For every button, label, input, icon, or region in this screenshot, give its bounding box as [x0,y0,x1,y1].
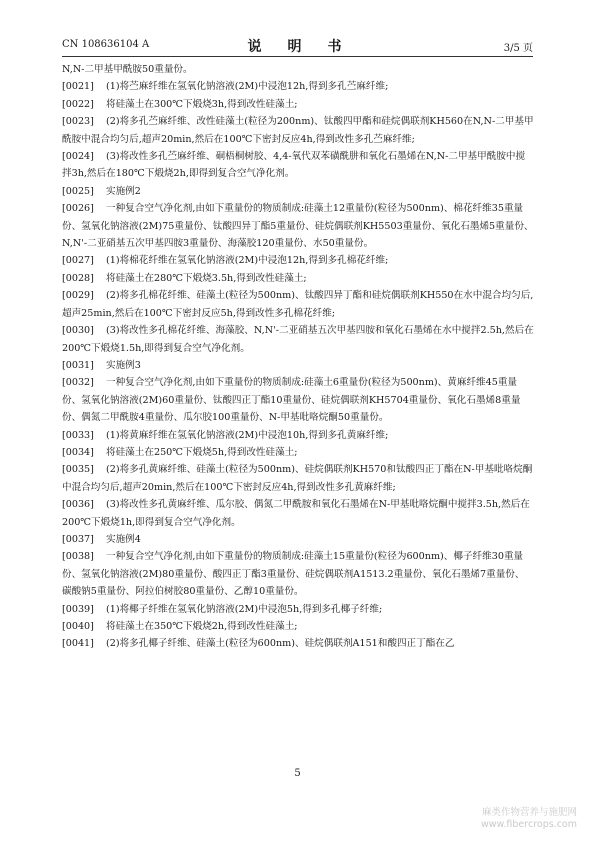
paragraph [62,113,534,148]
paragraph-text: (1)将黄麻纤维在氢氧化钠溶液(2M)中浸泡10h,得到多孔黄麻纤维; [106,429,389,441]
paragraph-number: [0038] [62,551,94,563]
paragraph-text: 实施例4 [106,533,141,545]
paragraph-text: (3)将改性多孔苎麻纤维、硐梧桐树胶、4,4-氧代双苯磺酰肼和氧化石墨烯在N,N-二甲基甲酰胺中搅拌3h,然后在180℃下煅烧2h,即得到复合空气净化剂。 [62,151,526,180]
paragraph-number: [0034] [62,446,94,458]
page-indicator: 3/5 页 [503,43,533,54]
document-body [62,61,534,653]
paragraph-number: [0037] [62,533,94,545]
paragraph-number: [0033] [62,429,94,441]
paragraph [62,270,534,287]
paragraph-text: (2)将多孔棉花纤维、硅藻土(粒径为500nm)、钛酸四异丁酯和硅烷偶联剂KH550在水中混合均匀后,超声25min,然后在100℃下密封反应5h,得到改性多孔棉花纤维; [62,290,534,319]
paragraph-number: [0039] [62,603,94,615]
paragraph [62,444,534,461]
paragraph-text: 将硅藻土在280℃下煅烧3.5h,得到改性硅藻土; [106,272,307,284]
paragraph-text: N,N-二甲基甲酰胺50重量份。 [62,64,193,75]
paragraph-number: [0029] [62,290,94,302]
paragraph-text: (1)将苎麻纤维在氢氧化钠溶液(2M)中浸泡12h,得到多孔苎麻纤维; [106,81,389,93]
header-rule [62,56,533,57]
paragraph [62,96,534,113]
paragraph-text: (3)将改性多孔棉花纤维、海藻胶、N,N'-二亚硝基五次甲基四胺和氧化石墨烯在水中搅拌2.5h,然后在200℃下煅烧1.5h,即得到复合空气净化剂。 [62,325,534,354]
paragraph-text: (1)将椰子纤维在氢氧化钠溶液(2M)中浸泡5h,得到多孔椰子纤维; [106,603,383,615]
paragraph [62,61,534,78]
section-title: 说 明 书 [247,39,348,55]
paragraph-number: [0032] [62,377,94,389]
paragraph-number: [0040] [62,621,94,632]
paragraph [62,427,534,444]
paragraph [62,496,534,531]
paragraph-text: (2)将多孔椰子纤维、硅藻土(粒径为600nm)、硅烷偶联剂A151和酸四正丁酯在乙 [106,638,455,650]
paragraph-text: 一种复合空气净化剂,由如下重量份的物质制成:硅藻土12重量份(粒径为500nm)、棉花纤维35重量份、氢氧化钠溶液(2M)75重量份、钛酸四异丁酯5重量份、硅烷偶联剂KH5503重量份、氧化石墨烯5重量份、N,N'-二亚硝基五次甲基四胺3重量份、海藻胶120重量份、水50重量份。 [62,203,534,250]
paragraph [62,183,534,200]
paragraph [62,252,534,269]
paragraph-number: [0030] [62,325,94,337]
paragraph-number: [0023] [62,116,94,128]
watermark-url: www.fibercrops.com [480,819,577,830]
paragraph-number: [0022] [62,98,94,110]
paragraph [62,461,534,496]
paragraph-number: [0028] [62,272,94,284]
paragraph-number: [0024] [62,151,94,163]
paragraph-text: 将硅藻土在350℃下煅烧2h,得到改性硅藻土; [106,621,298,632]
patent-number: CN 108636104 A [62,39,150,50]
paragraph-text: (3)将改性多孔黄麻纤维、瓜尔胶、偶氮二甲酰胺和氧化石墨烯在N-甲基吡咯烷酮中搅拌3.5h,然后在200℃下煅烧1h,即得到复合空气净化剂。 [62,499,530,528]
paragraph-number: [0025] [62,185,94,197]
paragraph [62,200,534,252]
paragraph-text: 一种复合空气净化剂,由如下重量份的物质制成:硅藻土15重量份(粒径为600nm)、椰子纤维30重量份、氢氧化钠溶液(2M)80重量份、酸四正丁酯3重量份、硅烷偶联剂A1513.2重量份、氧化石墨烯7重量份、碳酸钠5重量份、阿拉伯树胶80重量份、乙醇10重量份。 [62,551,525,598]
paragraph [62,322,534,357]
paragraph-text: 一种复合空气净化剂,由如下重量份的物质制成:硅藻土6重量份(粒径为500nm)、黄麻纤维45重量份、氢氧化钠溶液(2M)60重量份、钛酸四正丁酯10重量份、硅烷偶联剂KH5704重量份、氧化石墨烯8重量份、偶氮二甲酰胺4重量份、瓜尔胶100重量份、N-甲基吡咯烷酮50重量份。 [62,377,521,424]
paragraph-number: [0031] [62,359,94,371]
paragraph-text: (2)将多孔黄麻纤维、硅藻土(粒径为500nm)、硅烷偶联剂KH570和钛酸四正丁酯在N-甲基吡咯烷酮中混合均匀后,超声20min,然后在100℃下密封反应4h,得到改性多孔黄麻纤维; [62,464,533,493]
paragraph-number: [0041] [62,638,94,650]
site-watermark [481,807,577,831]
paragraph-text: 实施例3 [106,359,141,371]
page-header [62,36,533,54]
paragraph-number: [0026] [62,203,94,215]
paragraph-text: 将硅藻土在300℃下煅烧3h,得到改性硅藻土; [106,98,298,110]
paragraph [62,601,534,618]
page-number: 5 [294,768,301,779]
paragraph [62,148,534,183]
watermark-title: 麻类作物营养与施肥网 [481,807,577,818]
paragraph-number: [0036] [62,499,94,511]
paragraph [62,357,534,374]
paragraph [62,548,534,600]
paragraph [62,618,534,635]
paragraph-number: [0021] [62,81,94,93]
paragraph [62,78,534,95]
paragraph-text: 将硅藻土在250℃下煅烧5h,得到改性硅藻土; [106,446,298,458]
paragraph-number: [0035] [62,464,94,476]
paragraph [62,635,534,652]
paragraph-number: [0027] [62,255,94,267]
paragraph-text: 实施例2 [106,185,141,197]
paragraph [62,374,534,426]
paragraph-text: (2)将多孔苎麻纤维、改性硅藻土(粒径为200nm)、钛酸四甲酯和硅烷偶联剂KH560在N,N-二甲基甲酰胺中混合均匀后,超声20min,然后在100℃下密封反应4h,得到改性多孔苎麻纤维; [62,116,534,145]
paragraph-text: (1)将棉花纤维在氢氧化钠溶液(2M)中浸泡12h,得到多孔棉花纤维; [106,255,389,267]
paragraph [62,287,534,322]
paragraph [62,531,534,548]
